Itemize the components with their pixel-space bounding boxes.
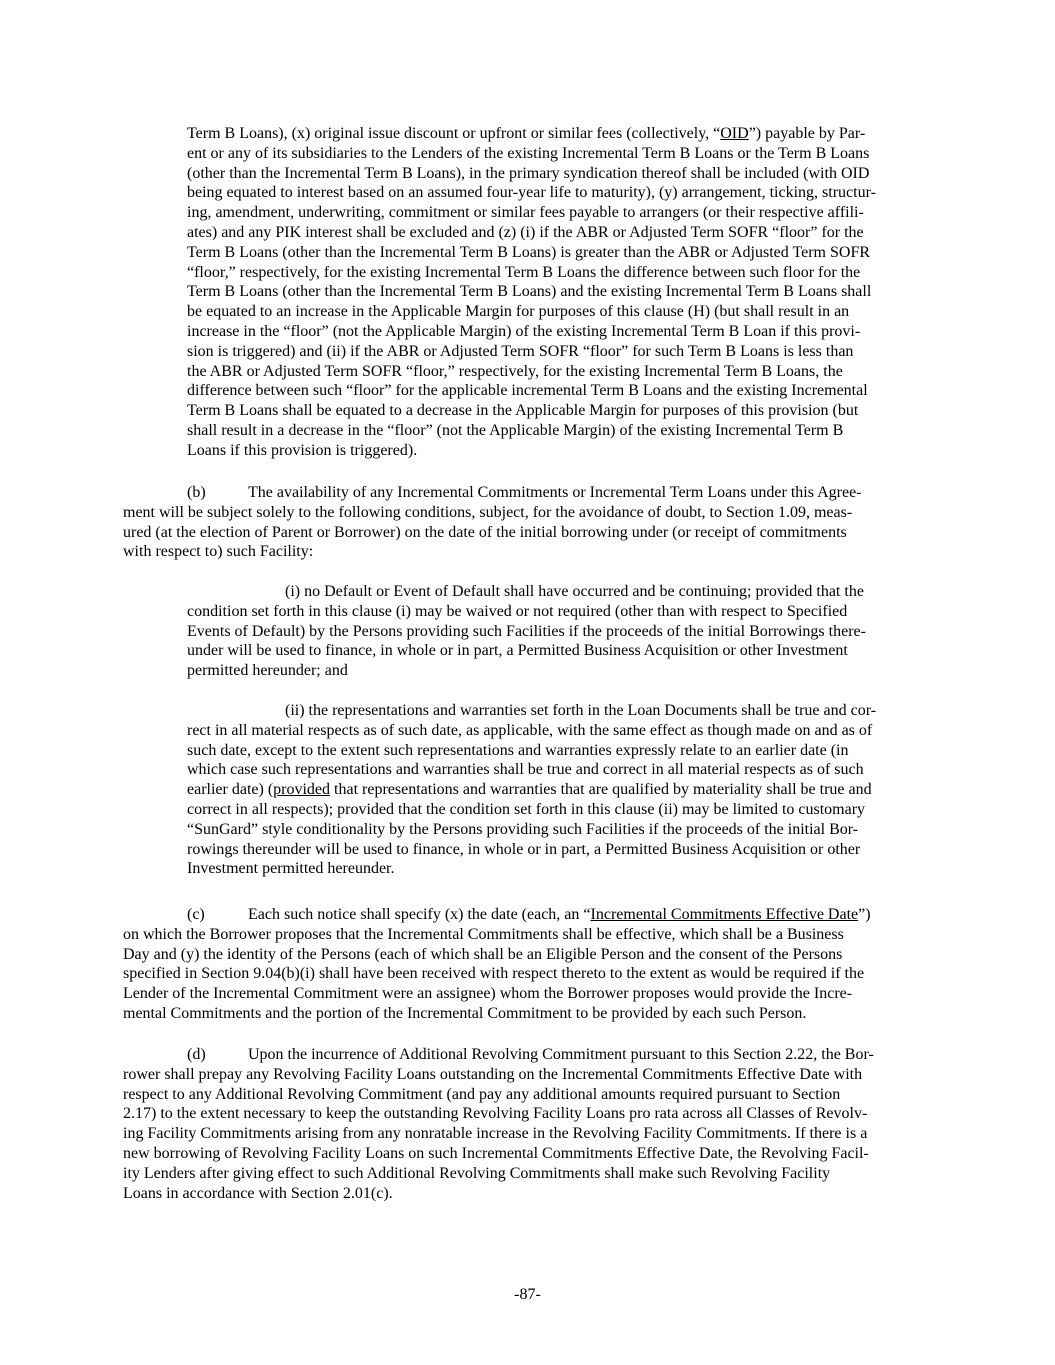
text-line: specified in Section 9.04(b)(i) shall have been received with respect thereto to the extent as would be required if the <box>123 965 865 983</box>
text-line: under will be used to finance, in whole or in part, a Permitted Business Acquisition or other Investment <box>187 642 848 660</box>
defined-term: Incremental Commitments Effective Date <box>590 906 859 923</box>
text-line: respect to any Additional Revolving Commitment (and pay any additional amounts required pursuant to Section <box>123 1085 841 1103</box>
text-line: with respect to) such Facility: <box>123 543 314 561</box>
text-line: correct in all respects); provided that the condition set forth in this clause (ii) may be limited to customary <box>187 800 866 818</box>
text-line: ity Lenders after giving effect to such Additional Revolving Commitments shall make such Revolving Facility <box>123 1164 831 1182</box>
text-line: rowings thereunder will be used to finance, in whole or in part, a Permitted Business Acquisition or other <box>187 840 861 858</box>
paragraph-b <box>123 483 862 562</box>
text-line: Term B Loans shall be equated to a decrease in the Applicable Margin for purposes of this provision (but <box>187 402 859 420</box>
text-line: (i) no Default or Event of Default shall have occurred and be continuing; provided that the <box>285 583 864 600</box>
text-line: shall result in a decrease in the “floor” (not the Applicable Margin) of the existing Incremental Term B <box>187 421 844 439</box>
defined-term: provided <box>273 781 331 799</box>
text-line: “floor,” respectively, for the existing Incremental Term B Loans the difference between such floor for the <box>187 263 861 281</box>
text-line: Lender of the Incremental Commitment were an assignee) whom the Borrower proposes would provide the Incre- <box>123 985 853 1003</box>
text-line: ment will be subject solely to the following conditions, subject, for the avoidance of doubt, to Section 1.09, meas- <box>123 503 853 521</box>
text-line: (d) Upon the incurrence of Additional Revolving Commitment pursuant to this Section 2.22, the Bor- <box>187 1046 874 1063</box>
text-line: such date, except to the extent such representations and warranties expressly relate to an earlier date (in <box>187 741 849 759</box>
text-line: ates) and any PIK interest shall be excluded and (z) (i) if the ABR or Adjusted Term SOFR “floor” for the <box>187 223 864 241</box>
text-line: ing, amendment, underwriting, commitment or similar fees payable to arrangers (or their respective affili- <box>187 204 864 222</box>
text-line: (other than the Incremental Term B Loans), in the primary syndication thereof shall be included (with OID <box>187 164 870 182</box>
continuation-paragraph <box>187 124 876 461</box>
paragraph-label: (c) <box>187 906 205 923</box>
text-line: the ABR or Adjusted Term SOFR “floor,” respectively, for the existing Incremental Term B Loans, the <box>187 362 843 380</box>
paragraph-label: (b) <box>187 484 206 501</box>
clause-i <box>187 582 866 681</box>
paragraph-label: (d) <box>187 1046 206 1063</box>
text-line: “SunGard” style conditionality by the Persons providing such Facilities if the proceeds of the initial Bor- <box>187 820 859 838</box>
text-line: Term B Loans (other than the Incremental Term B Loans) is greater than the ABR or Adjusted Term SOFR <box>187 243 871 261</box>
text-line: Day and (y) the identity of the Persons (each of which shall be an Eligible Person and the consent of the Persons <box>123 945 843 963</box>
text-line: sion is triggered) and (ii) if the ABR or Adjusted Term SOFR “floor” for such Term B Loans is less than <box>187 342 854 360</box>
text-line: Investment permitted hereunder. <box>187 860 395 878</box>
text-line: ing Facility Commitments arising from any nonratable increase in the Revolving Facility Commitments. If there is a <box>123 1125 868 1143</box>
text-line: which case such representations and warranties shall be true and correct in all material respects as of such <box>187 761 864 779</box>
text-line: Term B Loans (other than the Incremental Term B Loans) and the existing Incremental Term B Loans shall <box>187 283 872 301</box>
clause-ii <box>187 701 876 879</box>
text-line: mental Commitments and the portion of the Incremental Commitment to be provided by each such Person. <box>123 1004 807 1022</box>
text-line: rower shall prepay any Revolving Facility Loans outstanding on the Incremental Commitments Effective Date with <box>123 1065 863 1083</box>
paragraph-d <box>123 1045 874 1203</box>
text-line: being equated to interest based on an assumed four-year life to maturity), (y) arrangement, ticking, structur- <box>187 184 876 202</box>
text-line: permitted hereunder; and <box>187 662 348 680</box>
text-line: Term B Loans), (x) original issue discount or upfront or similar fees (collectively, “OID”) payable by Par- <box>187 125 866 142</box>
text-line: Loans if this provision is triggered). <box>187 441 418 459</box>
text-line: earlier date) (provided that representations and warranties that are qualified by materiality shall be true and <box>187 781 872 799</box>
text-line: on which the Borrower proposes that the Incremental Commitments shall be effective, which shall be a Business <box>123 925 844 943</box>
text-line: 2.17) to the extent necessary to keep the outstanding Revolving Facility Loans pro rata across all Classes of Revolv- <box>123 1105 868 1123</box>
text-line: be equated to an increase in the Applicable Margin for purposes of this clause (H) (but shall result in an <box>187 303 850 321</box>
defined-term: OID <box>720 125 749 142</box>
text-line: ent or any of its subsidiaries to the Lenders of the existing Incremental Term B Loans or the Term B Loans <box>187 144 870 162</box>
text-line: difference between such “floor” for the applicable incremental Term B Loans and the existing Incremental <box>187 382 868 400</box>
text-line: (b) The availability of any Incremental Commitments or Incremental Term Loans under this Agree- <box>187 484 862 501</box>
text-line: rect in all material respects as of such date, as applicable, with the same effect as though made on and as of <box>187 721 873 739</box>
text-line: Events of Default) by the Persons providing such Facilities if the proceeds of the initial Borrowings there- <box>187 622 866 640</box>
paragraph-c <box>123 905 871 1024</box>
text-line: increase in the “floor” (not the Applicable Margin) of the existing Incremental Term B Loan if this provi- <box>187 322 861 340</box>
text-line: condition set forth in this clause (i) may be waived or not required (other than with respect to Specified <box>187 602 848 620</box>
text-line: Loans in accordance with Section 2.01(c). <box>123 1184 393 1202</box>
page-number: -87- <box>514 1286 541 1303</box>
text-line: ured (at the election of Parent or Borrower) on the date of the initial borrowing under (or receipt of commitments <box>123 523 847 541</box>
text-line: new borrowing of Revolving Facility Loans on such Incremental Commitments Effective Date, the Revolving Facil- <box>123 1144 869 1162</box>
text-line: (ii) the representations and warranties set forth in the Loan Documents shall be true and cor- <box>285 702 877 719</box>
text-line: (c) Each such notice shall specify (x) the date (each, an “Incremental Commitments Effective Date”) <box>187 906 871 923</box>
